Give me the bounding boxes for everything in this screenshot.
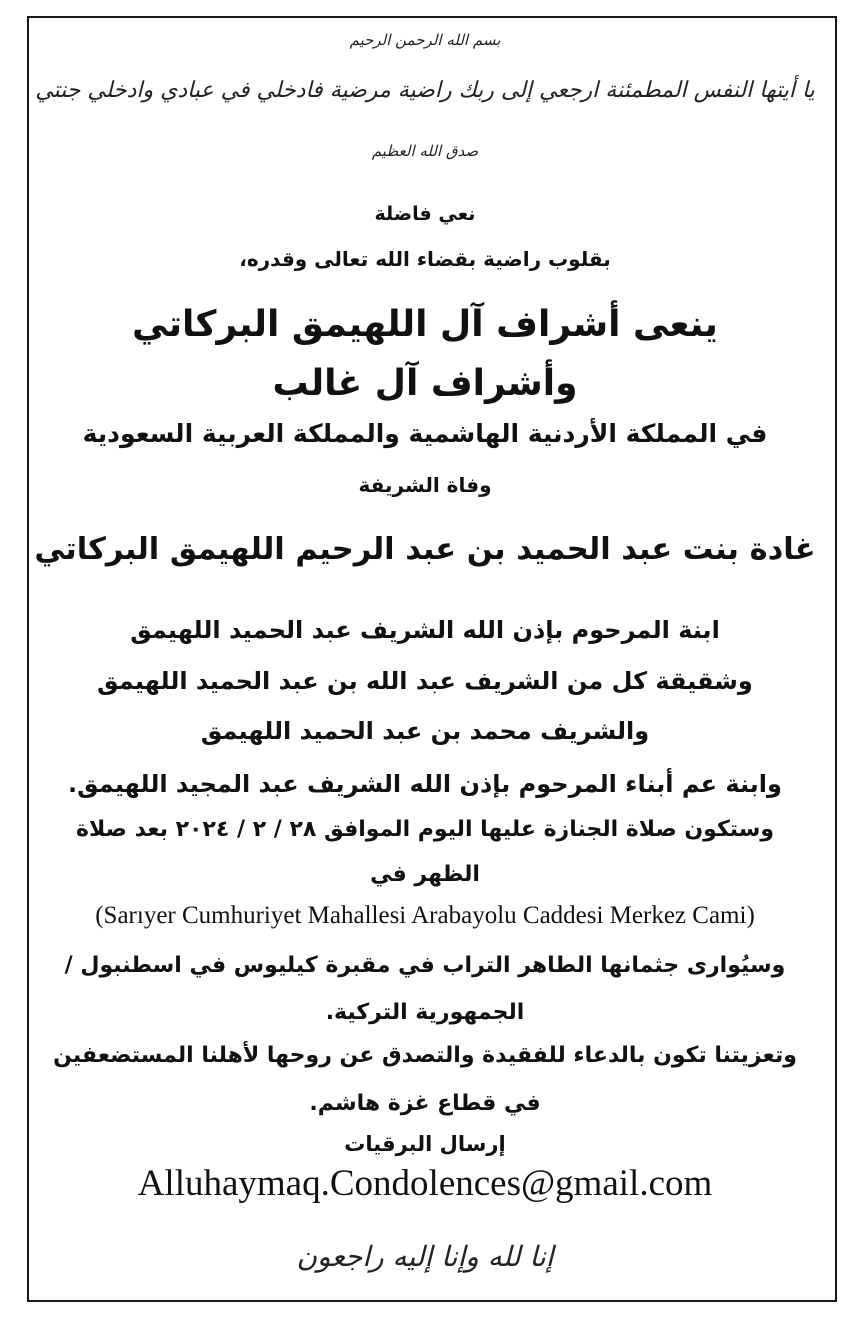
burial-line-1: وسيُوارى جثمانها الطاهر التراب في مقبرة كيليوس في اسطنبول /: [64, 953, 786, 978]
mosque-address: (Sarıyer Cumhuriyet Mahallesi Arabayolu Caddesi Merkez Cami): [95, 902, 755, 929]
deceased-name: غادة بنت عبد الحميد بن عبد الرحيم اللهيمق البركاتي: [34, 532, 816, 567]
notice-heading: نعي فاضلة: [374, 203, 476, 225]
condolence-email[interactable]: Alluhaymaq.Condolences@gmail.com: [137, 1163, 713, 1204]
relations-line-2: وشقيقة كل من الشريف عبد الله بن عبد الحميد اللهيمق: [97, 667, 753, 695]
mourners-line-1: ينعى أشراف آل اللهيمق البركاتي: [132, 304, 718, 345]
condolence-line-1: وتعزيتنا تكون بالدعاء للفقيدة والتصدق عن روحها لأهلنا المستضعفين: [53, 1043, 797, 1068]
quran-verse-header: يا أيتها النفس المطمئنة ارجعي إلى ربك راضية مرضية فادخلي في عبادي وادخلي جنتي: [35, 78, 815, 103]
relations-line-4: وابنة عم أبناء المرحوم بإذن الله الشريف عبد المجيد اللهيمق.: [68, 770, 782, 798]
mourners-line-2: وأشراف آل غالب: [272, 363, 578, 404]
mourners-line-4: وفاة الشريفة: [358, 473, 492, 497]
condolence-line-2: في قطاع غزة هاشم.: [309, 1091, 541, 1116]
basmala-text: بسم الله الرحمن الرحيم: [349, 31, 501, 49]
quran-verse-footer: إنا لله وإنا إليه راجعون: [296, 1240, 554, 1273]
funeral-line-1: وستكون صلاة الجنازة عليها اليوم الموافق ٢٨ / ٢ / ٢٠٢٤ بعد صلاة: [75, 817, 775, 842]
intro-line: بقلوب راضية بقضاء الله تعالى وقدره،: [239, 247, 611, 271]
funeral-line-2: الظهر في: [370, 862, 480, 887]
relations-line-1: ابنة المرحوم بإذن الله الشريف عبد الحميد اللهيمق: [130, 616, 720, 644]
sadaqa-text: صدق الله العظيم: [371, 142, 479, 160]
telegrams-label: إرسال البرقيات: [344, 1132, 506, 1156]
mourners-line-3: في المملكة الأردنية الهاشمية والمملكة العربية السعودية: [82, 419, 768, 448]
burial-line-2: الجمهورية التركية.: [325, 1000, 525, 1025]
relations-line-3: والشريف محمد بن عبد الحميد اللهيمق: [200, 717, 650, 745]
